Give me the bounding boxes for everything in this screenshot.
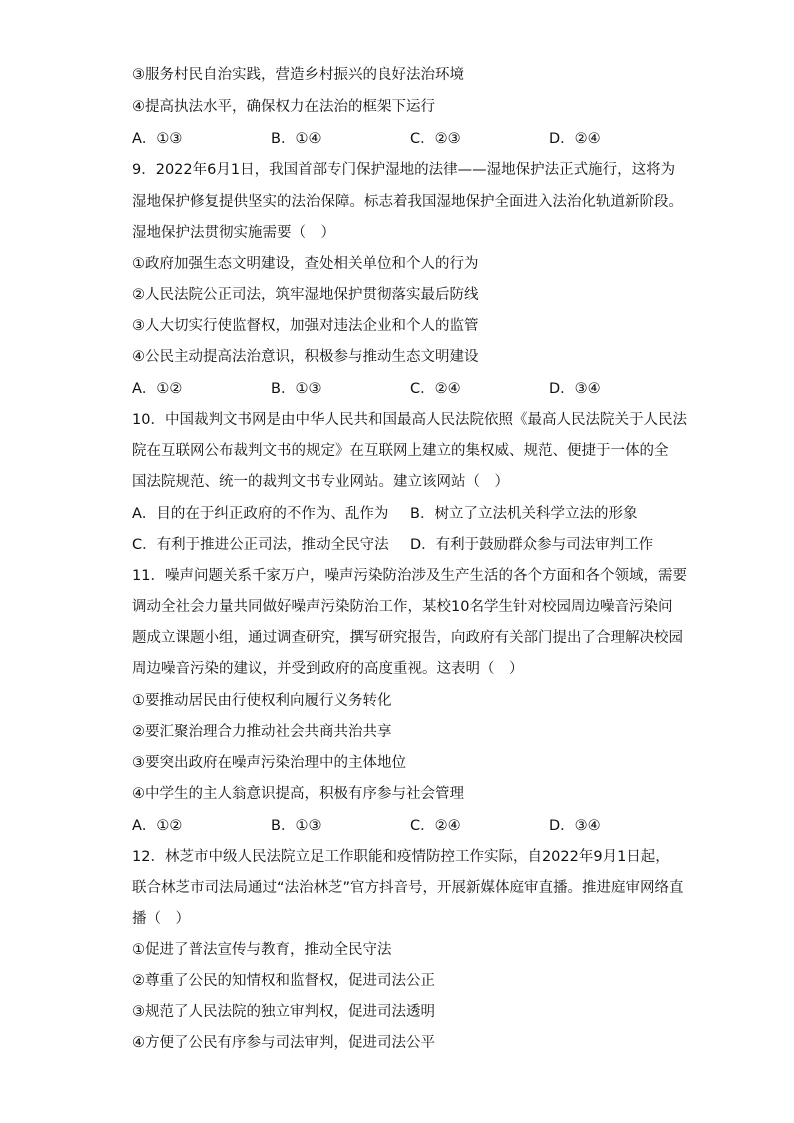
q12-statement-2: ②尊重了公民的知情权和监督权，促进司法公正	[132, 973, 435, 989]
q11-option-d: D．③④	[549, 818, 601, 834]
q11-statement-2: ②要汇聚治理合力推动社会共商共治共享	[132, 724, 392, 740]
q10-stem-line-3: 国法院规范、统一的裁判文书专业网站。建立该网站（ ）	[132, 474, 509, 490]
q12-statement-3: ③规范了人民法院的独立审判权，促进司法透明	[132, 1004, 435, 1020]
q10-option-b: B．树立了立法机关科学立法的形象	[410, 506, 638, 522]
q9-option-d: D．③④	[549, 381, 601, 397]
q10-stem-line-2: 院在互联网公布裁判文书的规定》在互联网上建立的集权威、规范、便捷于一体的全	[132, 443, 669, 459]
q11-statement-3: ③要突出政府在噪声污染治理中的主体地位	[132, 755, 406, 771]
q9-stem-line-1: 9．2022年6月1日，我国首部专门保护湿地的法律——湿地保护法正式施行，这将为	[132, 162, 676, 178]
q12-stem-line-3: 播（ ）	[132, 911, 190, 927]
q11-statement-4: ④中学生的主人翁意识提高，积极有序参与社会管理	[132, 786, 464, 802]
q8-statement-3: ③服务村民自治实践，营造乡村振兴的良好法治环境	[132, 67, 464, 83]
q10-option-c: C．有利于推进公正司法，推动全民守法	[132, 537, 389, 553]
q9-option-c: C．②④	[410, 381, 461, 397]
q10-option-d: D．有利于鼓励群众参与司法审判工作	[410, 537, 654, 553]
q11-option-a: A．①②	[132, 818, 183, 834]
q9-statement-1: ①政府加强生态文明建设，查处相关单位和个人的行为	[132, 256, 479, 272]
q9-statement-2: ②人民法院公正司法，筑牢湿地保护贯彻落实最后防线	[132, 287, 479, 303]
q9-statement-4: ④公民主动提高法治意识，积极参与推动生态文明建设	[132, 349, 479, 365]
q12-statement-1: ①促进了普法宣传与教育，推动全民守法	[132, 942, 392, 958]
q8-option-c: C．②③	[410, 131, 461, 147]
q11-option-b: B．①③	[271, 818, 322, 834]
q9-option-a: A．①②	[132, 381, 183, 397]
q8-option-b: B．①④	[271, 131, 322, 147]
q11-statement-1: ①要推动居民由行使权利向履行义务转化	[132, 693, 392, 709]
q11-stem-line-3: 题成立课题小组，通过调查研究，撰写研究报告，向政府有关部门提出了合理解决校园	[132, 630, 683, 646]
q12-statement-4: ④方便了公民有序参与司法审判，促进司法公平	[132, 1035, 435, 1051]
q10-stem-line-1: 10．中国裁判文书网是由中华人民共和国最高人民法院依照《最高人民法院关于人民法	[132, 412, 687, 428]
q11-option-c: C．②④	[410, 818, 461, 834]
q10-option-a: A．目的在于纠正政府的不作为、乱作为	[132, 506, 389, 522]
q8-statement-4: ④提高执法水平，确保权力在法治的框架下运行	[132, 99, 435, 115]
q8-option-a: A．①③	[132, 131, 183, 147]
q9-option-b: B．①③	[271, 381, 322, 397]
q12-stem-line-1: 12．林芝市中级人民法院立足工作职能和疫情防控工作实际，自2022年9月1日起，	[132, 849, 670, 865]
q8-option-d: D．②④	[549, 131, 601, 147]
q11-stem-line-1: 11．噪声问题关系千家万户，噪声污染防治涉及生产生活的各个方面和各个领域，需要	[132, 568, 687, 584]
q12-stem-line-2: 联合林芝市司法局通过“法治林芝”官方抖音号，开展新媒体庭审直播。推进庭审网络直	[132, 880, 684, 896]
q9-stem-line-2: 湿地保护修复提供坚实的法治保障。标志着我国湿地保护全面进入法治化轨道新阶段。	[132, 194, 683, 210]
q11-stem-line-2: 调动全社会力量共同做好噪声污染防治工作，某校10名学生针对校园周边噪音污染问	[132, 599, 673, 615]
q9-statement-3: ③人大切实行使监督权，加强对违法企业和个人的监管	[132, 318, 479, 334]
q9-stem-line-3: 湿地保护法贯彻实施需要（ ）	[132, 225, 335, 241]
q11-stem-line-4: 周边噪音污染的建议，并受到政府的高度重视。这表明（ ）	[132, 661, 524, 677]
